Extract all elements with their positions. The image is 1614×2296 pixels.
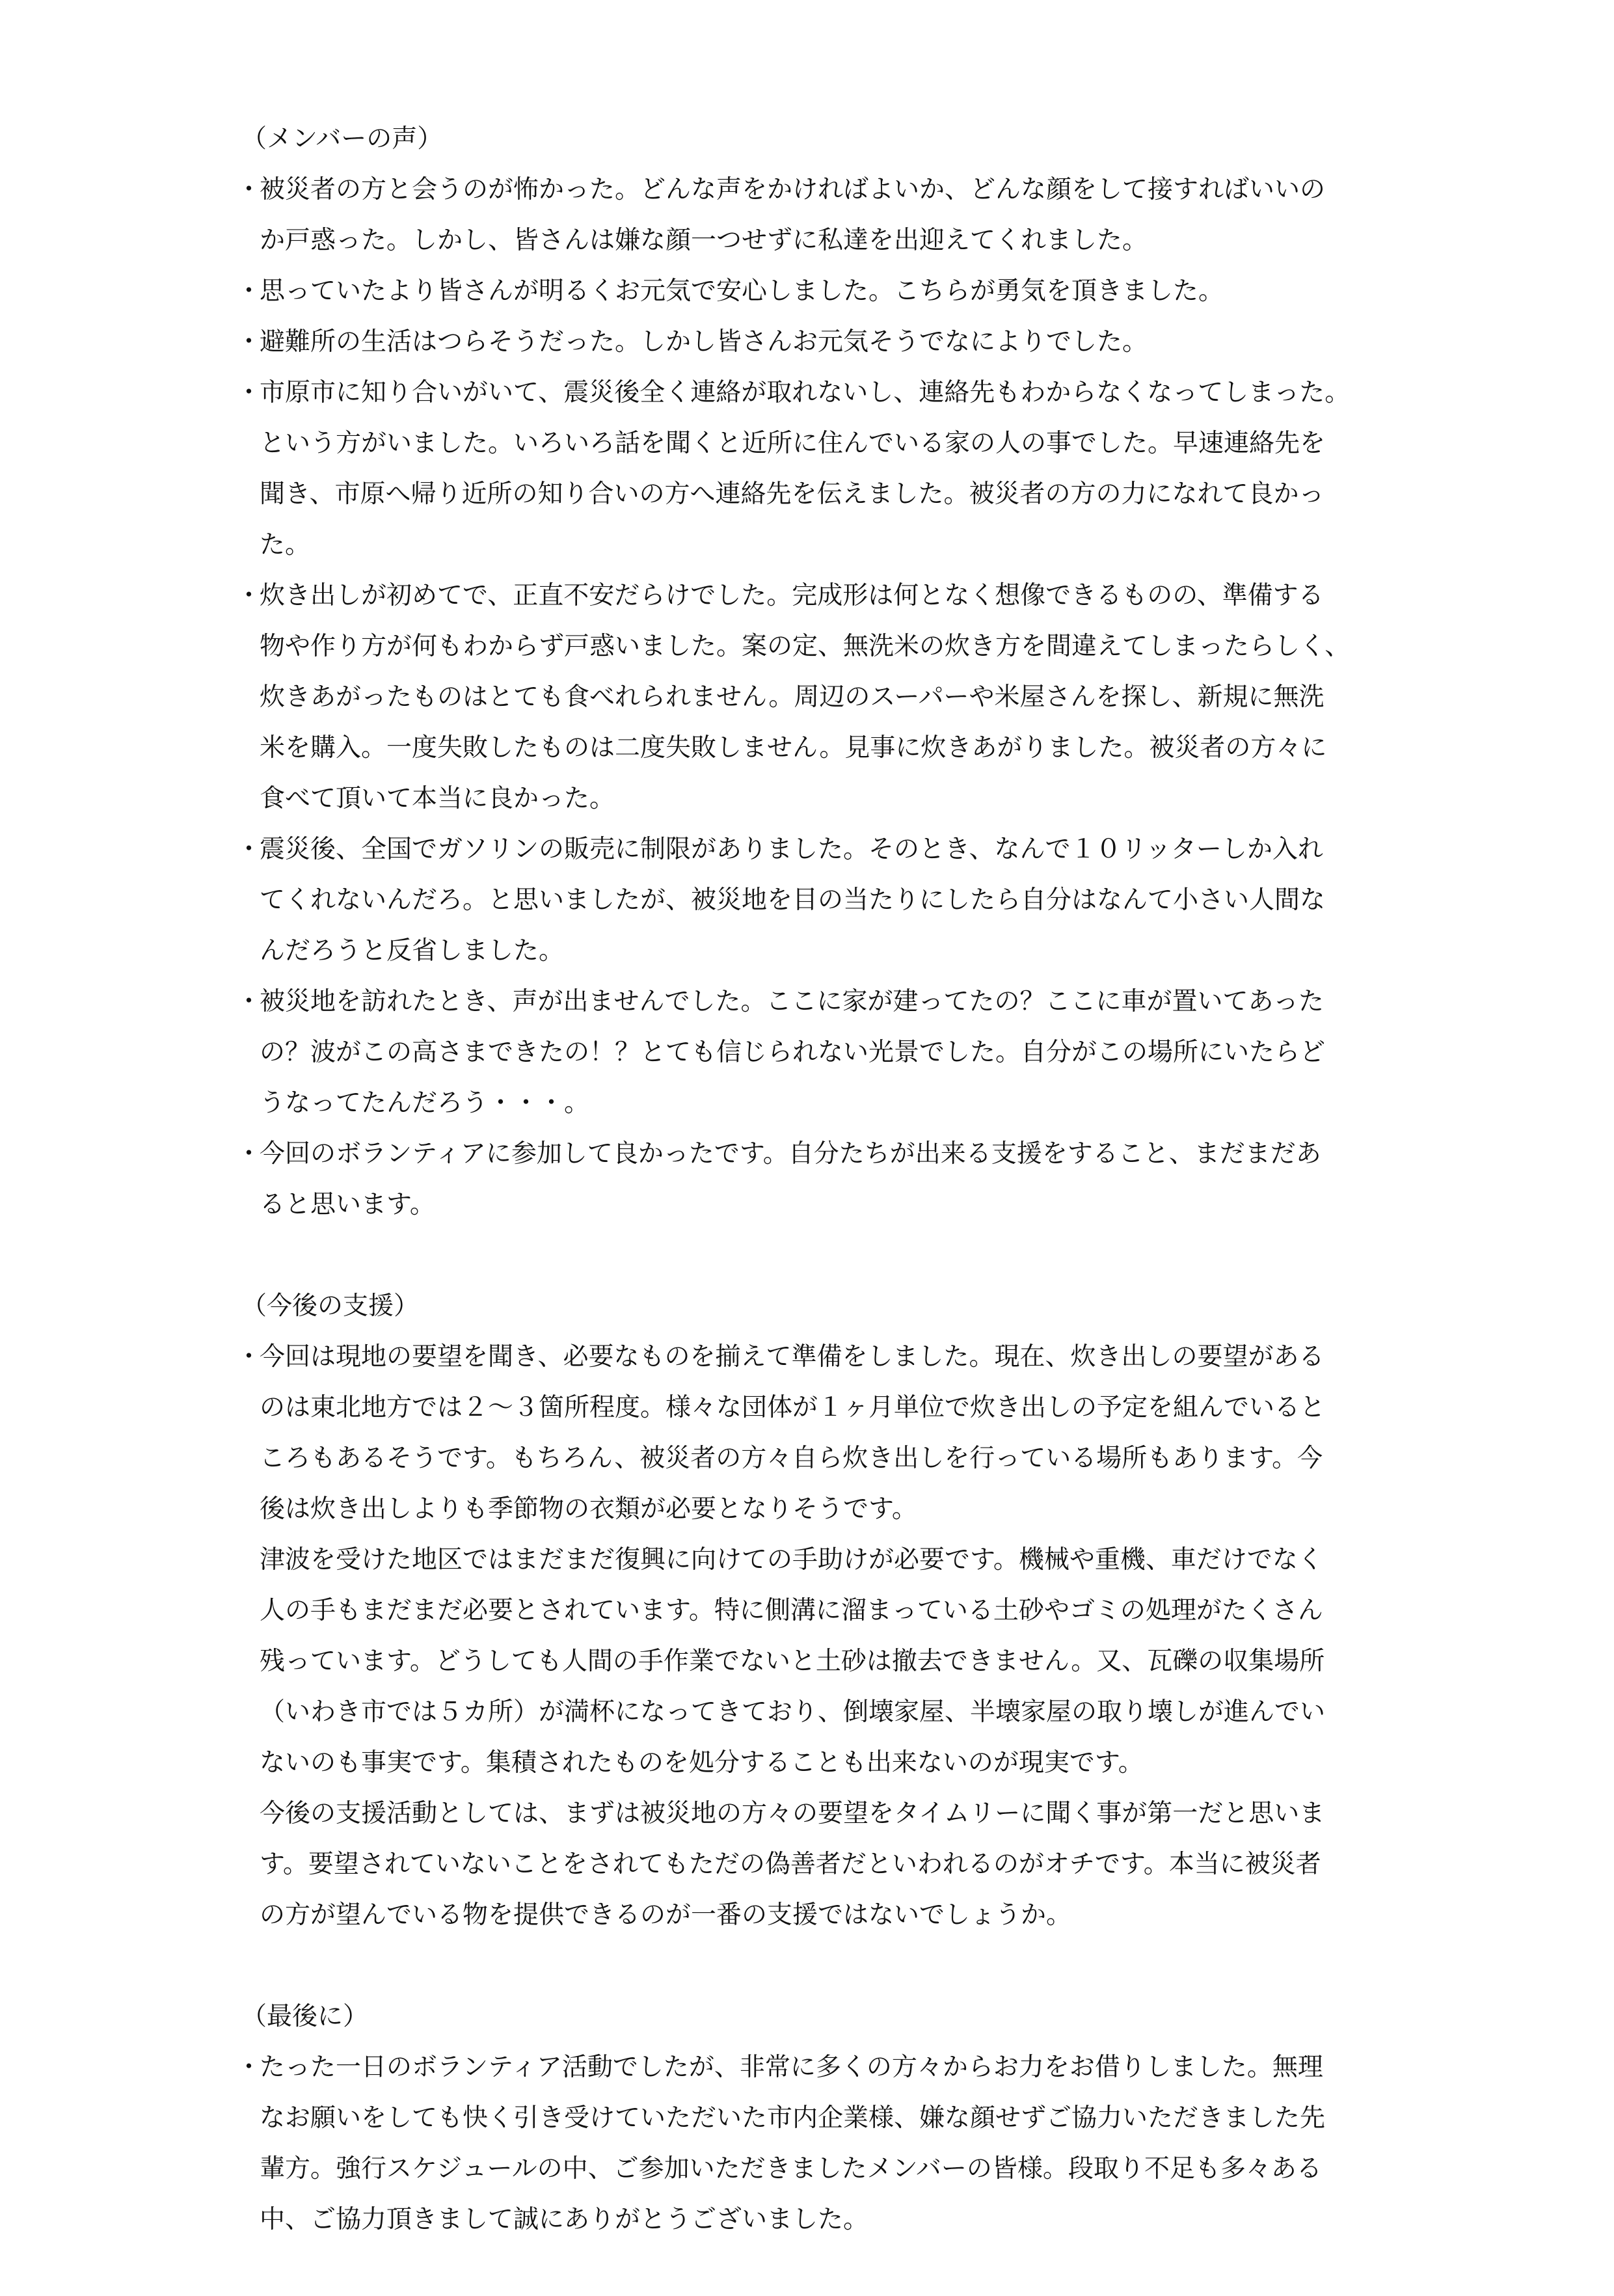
- bullet-mark: ・: [236, 1342, 262, 1371]
- bullet-mark: ・: [236, 1139, 262, 1168]
- bullet-mark: ・: [236, 378, 262, 407]
- list-item-text: 炊き出しが初めてで、正直不安だらけでした。完成形は何となく想像できるものの、準備する 物や作り方が何もわからず戸惑いました。案の定、無洗米の炊き方を間違えてしまったらしく、 炊きあがったものはとても食べれられません。周辺のスーパーや米屋さんを探し、新規に無洗 米を購入。一度失敗したものは二度失敗しません。見事に炊きあがりました。被災者の方々に 食べて頂いて本当に良かった。: [260, 581, 1351, 813]
- bullet-mark: ・: [236, 987, 262, 1016]
- list-item-text: 被災者の方と会うのが怖かった。どんな声をかければよいか、どんな顔をして接すればいいの か戸惑った。しかし、皆さんは嫌な顔一つせずに私達を出迎えてくれました。: [260, 175, 1326, 255]
- list-item-text: 今後の支援活動としては、まずは被災地の方々の要望をタイムリーに聞く事が第一だと思いま す。要望されていないことをされてもただの偽善者だといわれるのがオチです。本当に被災者 の方が望んでいる物を提供できるのが一番の支援ではないでしょうか。: [260, 1799, 1325, 1930]
- section-heading: （今後の支援）: [241, 1291, 420, 1321]
- list-item-text: たった一日のボランティア活動でしたが、非常に多くの方々からお力をお借りしました。無理 なお願いをしても快く引き受けていただいた市内企業様、嫌な顔せずご協力いただきました先 輩方。強行スケジュールの中、ご参加いただきましたメンバーの皆様。段取り不足も多々ある 中、ご協力頂きまして誠にありがとうございました。: [260, 2053, 1326, 2234]
- list-item-text: 震災後、全国でガソリンの販売に制限がありました。そのとき、なんで１０リッターしか入れ てくれないんだろ。と思いましたが、被災地を目の当たりにしたら自分はなんて小さい人間な んだろうと反省しました。: [260, 835, 1326, 966]
- section: [231, 1992, 1467, 2245]
- bullet-mark: ・: [236, 2053, 262, 2082]
- list-item-text: 今回のボランティアに参加して良かったです。自分たちが出来る支援をすること、まだまだあ ると思います。: [260, 1139, 1321, 1219]
- section: [231, 114, 1467, 1230]
- bullet-mark: ・: [236, 581, 262, 610]
- list-item: [231, 317, 1467, 368]
- document-body: [231, 114, 1467, 2296]
- section-heading: （最後に）: [241, 2002, 369, 2031]
- list-item: [231, 571, 1467, 824]
- bullet-mark: ・: [236, 277, 262, 306]
- list-item-text: 思っていたより皆さんが明るくお元気で安心しました。こちらが勇気を頂きました。: [260, 277, 1224, 306]
- list-item: [231, 165, 1467, 266]
- list-item-text: 被災地を訪れたとき、声が出ませんでした。ここに家が建ってたの？ここに車が置いてあった の？波がこの高さまできたの！？とても信じられない光景でした。自分がこの場所にいたらど うなってたんだろう・・・。: [260, 987, 1326, 1118]
- bullet-mark: ・: [236, 835, 262, 864]
- section: [231, 1281, 1467, 1941]
- list-item: [231, 2042, 1467, 2245]
- list-item: [231, 368, 1467, 571]
- list-item: [231, 1129, 1467, 1230]
- list-item: [231, 824, 1467, 977]
- list-item-text: 今回は現地の要望を聞き、必要なものを揃えて準備をしました。現在、炊き出しの要望がある のは東北地方では２～３箇所程度。様々な団体が１ヶ月単位で炊き出しの予定を組んでいると ころもあるそうです。もちろん、被災者の方々自ら炊き出しを行っている場所もあります。今 後は炊き出しよりも季節物の衣類が必要となりそうです。: [260, 1342, 1326, 1524]
- section-heading: （メンバーの声）: [241, 124, 443, 154]
- list-item: [231, 266, 1467, 317]
- list-item-text: 市原市に知り合いがいて、震災後全く連絡が取れないし、連絡先もわからなくなってしまった。 という方がいました。いろいろ話を聞くと近所に住んでいる家の人の事でした。早速連絡先を 聞き、市原へ帰り近所の知り合いの方へ連絡先を伝えました。被災者の方の力になれて良かっ た。: [260, 378, 1351, 560]
- list-item: [231, 1332, 1467, 1941]
- list-item-text: 津波を受けた地区ではまだまだ復興に向けての手助けが必要です。機械や重機、車だけでなく 人の手もまだまだ必要とされています。特に側溝に溜まっている土砂やゴミの処理がたくさん 残っています。どうしても人間の手作業でないと土砂は撤去できません。又、瓦礫の収集場所 （いわき市では５カ所）が満杯になってきており、倒壊家屋、半壊家屋の取り壊しが進んでい ないのも事実です。集積されたものを処分することも出来ないのが現実です。: [260, 1545, 1326, 1777]
- bullet-mark: ・: [236, 175, 262, 204]
- list-item: [231, 977, 1467, 1129]
- bullet-mark: ・: [236, 327, 262, 357]
- list-item-text: 避難所の生活はつらそうだった。しかし皆さんお元気そうでなによりでした。: [260, 327, 1148, 357]
